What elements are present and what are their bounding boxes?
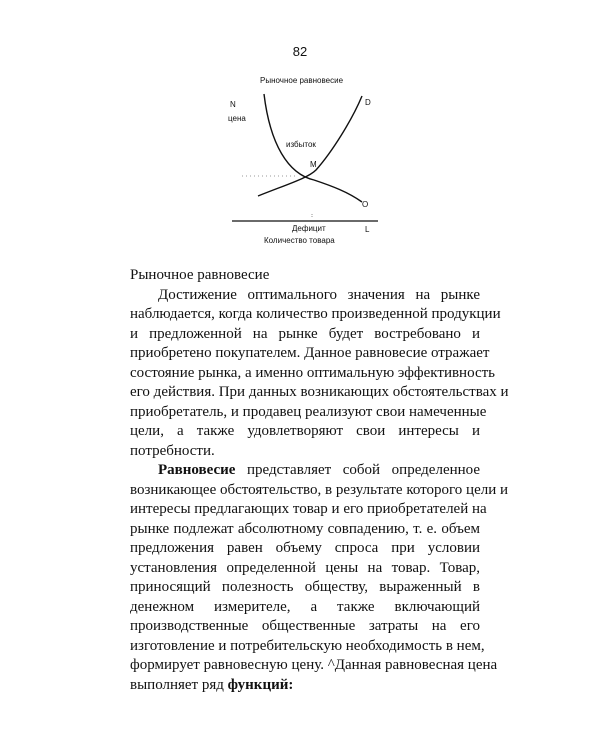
term-equilibrium: Равновесие [158,462,236,478]
section-heading: Рыночное равновесие [130,267,270,283]
deficit-label: Дефицит [292,224,326,233]
text-line: интересы предлагающих товар и его приобретателей на [130,501,487,517]
axis-label-quantity: Количество товара [264,236,335,245]
axis-label-l: L [365,225,370,234]
text-line: его действия. При данных возникающих обстоятельствах и [130,384,509,400]
curve-label-o: O [362,200,369,209]
diagram-title: Рыночное равновесие [260,76,344,85]
market-equilibrium-diagram [228,74,388,254]
text-line: приобретатель, и продавец реализуют свои намеченные [130,403,487,420]
main-text [130,266,509,695]
text-line: приобретено покупателем. Данное равновесие отражает [130,345,490,361]
equilibrium-point-label: M [310,160,317,169]
curve-label-d: D [365,98,371,107]
term-functions: функций: [227,676,294,693]
text-line-rest: представляет собой определенное [235,462,480,478]
text-line [130,676,480,696]
text-line: возникающее обстоятельство, в результате которого цели и [130,481,509,498]
text-line: цели, а также удовлетворяют свои интересы и [130,423,480,439]
text-line: рынке подлежат абсолютному совпадению, т. е. объем [130,520,480,537]
text-line-prefix: выполняет ряд [130,676,228,693]
paragraph-2 [130,461,509,695]
paragraph-1 [130,286,509,462]
text-line [130,461,480,481]
page-number: 82 [292,44,308,59]
text-line: приносящий полезность обществу, выраженный в [130,579,480,595]
text-line: денежном измерителе, а также включающий [130,598,480,615]
axis-label-price: цена [228,114,246,123]
text-line: предложения равен объему спроса при условии [130,540,480,556]
text-line: наблюдается, когда количество произведенной продукции [130,306,501,322]
text-line: производственные общественные затраты на его [130,618,480,634]
text-line: формирует равновесную цену. ^Данная равновесная цена [130,657,498,673]
surplus-label: избыток [286,140,316,149]
text-line: изготовление и потребительскую необходимость в нем, [130,637,485,654]
axis-label-n: N [230,100,236,109]
text-line: состояние рынка, а именно оптимальную эффективность [130,364,496,381]
text-line: установления определенной цены на товар. Товар, [130,559,480,576]
text-line: и предложенной на рынке будет востребовано и [130,325,480,342]
text-line: потребности. [130,442,215,459]
text-line: Достижение оптимального значения на рынке [158,286,480,303]
